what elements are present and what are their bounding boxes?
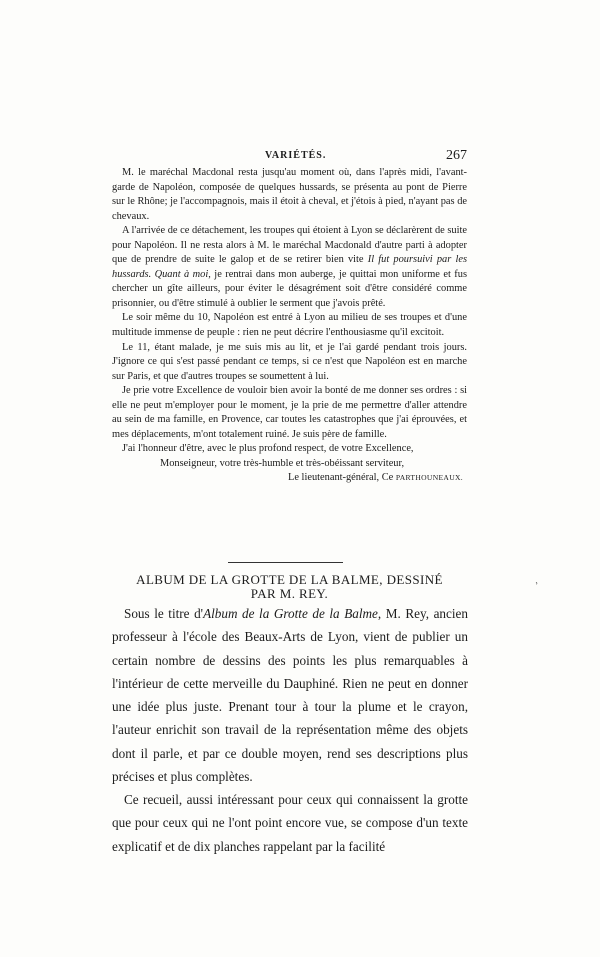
letter-paragraph-2-part-3: , je rentrai dans mon auberge, je quittai mon uniforme et fus chercher un gîte ailleurs, pour éviter le désagrément soit d'être considéré comme prisonnier, ou d'être stimulé à oublier le serment que j'avois prêté. — [112, 268, 467, 309]
letter-signature — [112, 471, 467, 486]
running-head — [112, 150, 467, 166]
margin-mark: ’ — [534, 579, 541, 591]
letter-paragraph-2-part-1: A l'arrivée de ce détachement, les troupes qui étoient à Lyon se déclarèrent de suite pour Napoléon. Il ne resta alors à M. le maréchal Macdonald d'autre parti à adopter que de prendre de suite le galop et de se retirer bien vite — [112, 225, 467, 266]
article-text — [112, 602, 468, 858]
article-paragraph-1 — [112, 602, 468, 788]
running-title: VARIÉTÉS. — [265, 150, 327, 161]
signature-prefix: Le lieutenant-général, Ce — [288, 472, 396, 484]
section-divider — [228, 562, 343, 563]
letter-paragraph-2 — [112, 224, 467, 311]
letter-closing-line-2: Monseigneur, votre très-humble et très-obéissant serviteur, — [160, 457, 405, 469]
article-title-line-1: ALBUM DE LA GROTTE DE LA BALME, DESSINÉ — [136, 572, 443, 587]
letter-closing-line-1: J'ai l'honneur d'être, avec le plus profond respect, de votre Excellence, — [122, 443, 414, 455]
article-paragraph-1-italic-title: Album de la Grotte de la Balme — [203, 606, 378, 621]
article-paragraph-2: Ce recueil, aussi intéressant pour ceux qui connaissent la grotte que pour ceux qui ne l'ont point encore vue, se compose d'un texte explicatif et de dix planches rappelant par la facilité — [112, 792, 468, 854]
letter-paragraph-3: Le soir même du 10, Napoléon est entré à Lyon au milieu de ses troupes et d'une multitude immense de peuple : rien ne peut décrire l'enthousiasme qu'il excitoit. — [112, 312, 467, 339]
article-paragraph-1-part-3: , M. Rey, ancien professeur à l'école des Beaux-Arts de Lyon, vient de publier un certain nombre de dessins des points les plus remarquables à l'intérieur de cette merveille du Dauphiné. Rien ne peut en donner une idée plus juste. Prenant tour à tour la plume et le crayon, l'auteur enrichit son travail de la représentation même des objets dont il parle, et par ce double moyen, rend ses descriptions plus précises et plus complètes. — [112, 606, 468, 784]
letter-paragraph-2-italic: Il fut poursuivi par les hussards. Quant à moi — [112, 254, 468, 280]
article-title-line-2: PAR M. REY. — [250, 586, 329, 601]
letter-text — [112, 166, 467, 486]
article-paragraph-1-part-1: Sous le titre d' — [124, 606, 204, 621]
article-title — [112, 573, 467, 601]
letter-paragraph-5: Je prie votre Excellence de vouloir bien avoir la bonté de me donner ses ordres : si elle ne peut m'employer pour le moment, je la prie de me permettre d'aller attendre au sein de ma famille, en Provence, car toutes les catastrophes que j'ai éprouvées, et mes déplacements, m'ont totalement ruiné. Je suis père de famille. — [112, 385, 467, 440]
page-number: 267 — [446, 148, 467, 163]
letter-paragraph-4: Le 11, étant malade, je me suis mis au lit, et je l'ai gardé pendant trois jours. J'ignore ce qui s'est passé pendant ce temps, si ce n'est que Napoléon est en marche sur Paris, et que d'autres troupes se soumettent à lui. — [112, 341, 467, 382]
letter-paragraph-1: M. le maréchal Macdonal resta jusqu'au moment où, dans l'après midi, l'avant-garde de Napoléon, composée de quelques hussards, se présenta au pont de Pierre sur le Rhône; je l'accompagnois, mais il étoit à cheval, et j'étois à pied, n'ayant pas de chevaux. — [112, 167, 467, 222]
signature-name: PARTHOUNEAUX. — [395, 473, 463, 483]
